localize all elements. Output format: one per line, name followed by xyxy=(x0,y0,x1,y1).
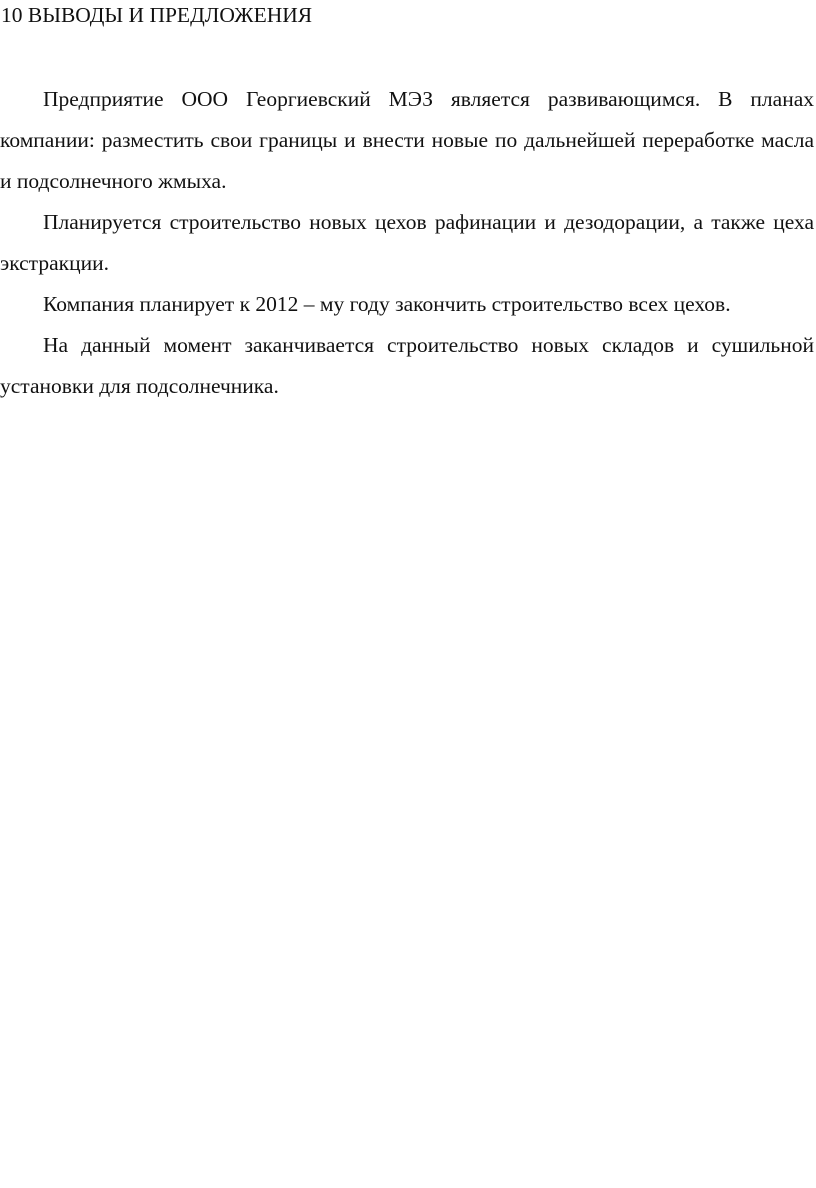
section-heading: 10 ВЫВОДЫ И ПРЕДЛОЖЕНИЯ xyxy=(1,3,313,27)
document-body xyxy=(0,79,814,407)
paragraph-warehouses-dryer: На данный момент заканчивается строительство новых складов и сушильной установки для подсолнечника. xyxy=(0,333,814,398)
paragraph-construction-workshops: Планируется строительство новых цехов рафинации и дезодорации, а также цеха экстракции. xyxy=(0,210,814,275)
paragraph-completion-2012: Компания планирует к 2012 – му году закончить строительство всех цехов. xyxy=(43,292,731,316)
paragraph-development-plans: Предприятие ООО Георгиевский МЭЗ является развивающимся. В планах компании: разместить свои границы и внести новые по дальнейшей переработке масла и подсолнечного жмыха. xyxy=(0,87,814,193)
